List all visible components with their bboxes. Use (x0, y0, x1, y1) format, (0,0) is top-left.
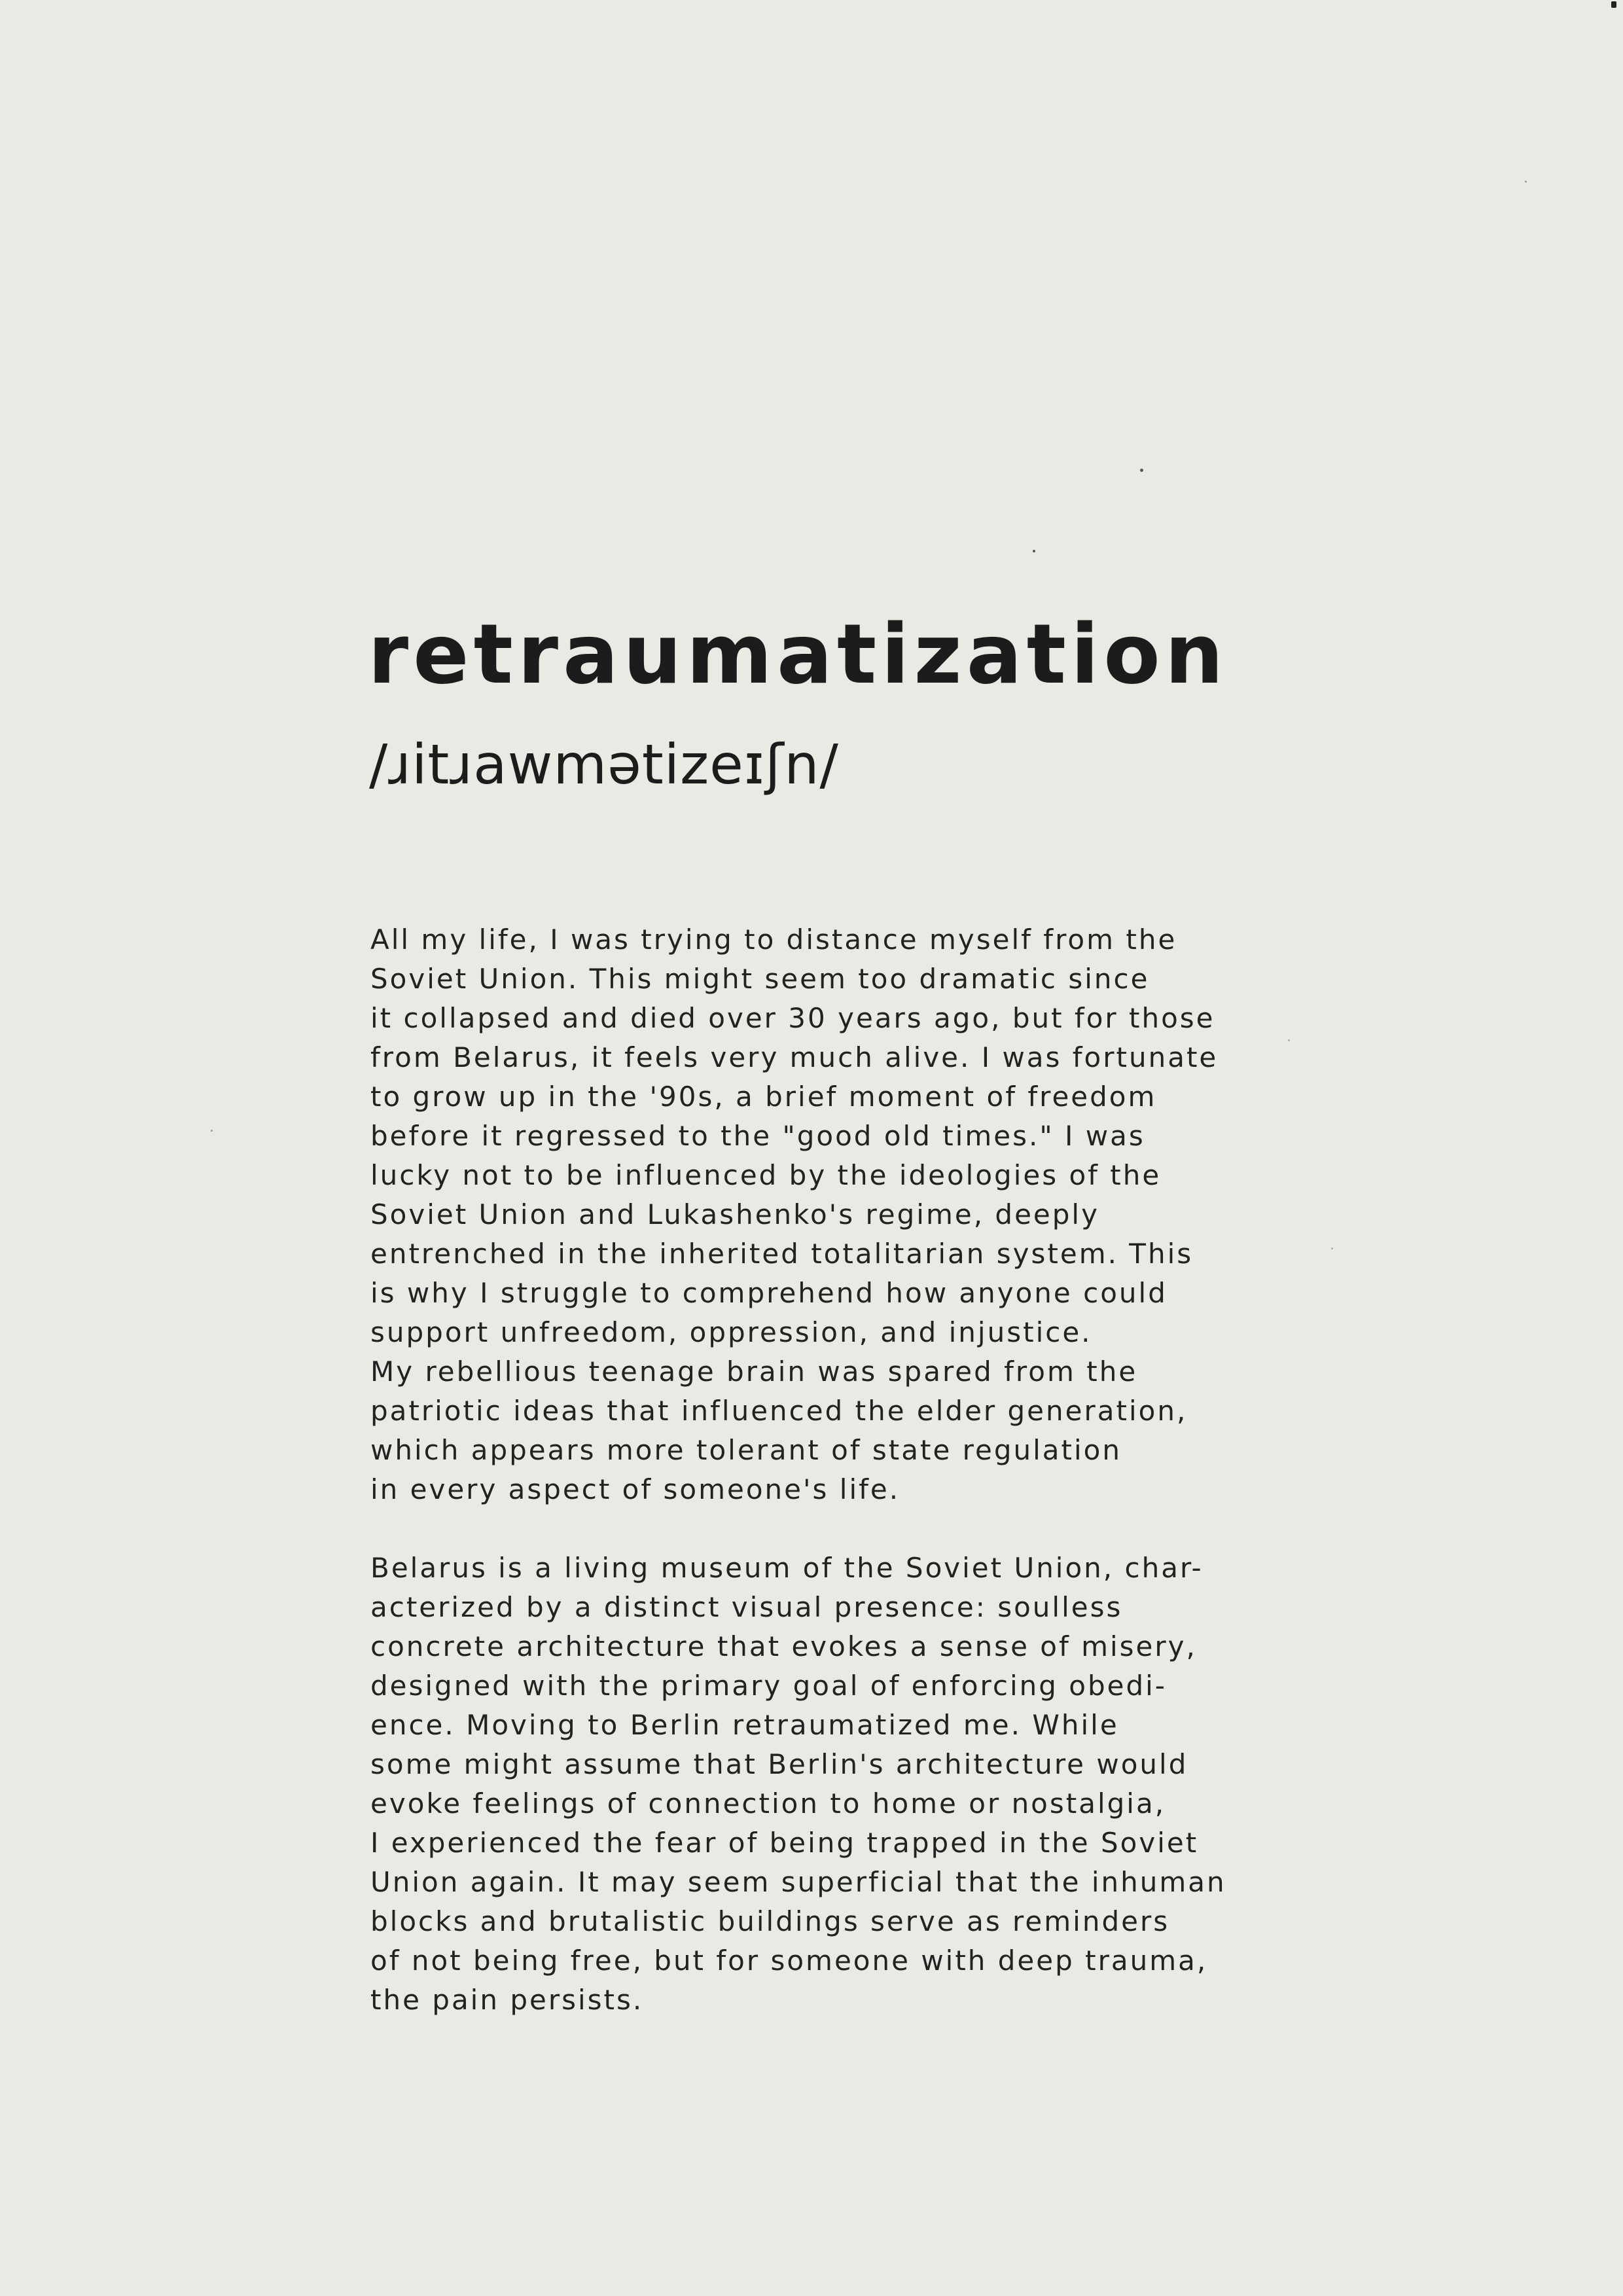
paper-speck (1611, 1, 1616, 8)
paragraph-line: concrete architecture that evokes a sense of misery, (370, 1630, 1197, 1662)
phonetic-transcription: /ɹitɹawmətizeɪʃn/ (369, 732, 839, 797)
paragraph-line: the pain persists. (370, 1984, 644, 2016)
paragraph-line: entrenched in the inherited totalitarian system. This (370, 1238, 1194, 1270)
paragraph-line: is why I struggle to comprehend how anyone could (370, 1277, 1168, 1309)
paragraph-line: blocks and brutalistic buildings serve as reminders (370, 1905, 1170, 1937)
paragraph-line: from Belarus, it feels very much alive. I was fortunate (370, 1041, 1219, 1073)
paper-speck (1140, 469, 1143, 472)
paragraph-line: of not being free, but for someone with deep trauma, (370, 1945, 1208, 1977)
paragraph-line: some might assume that Berlin's architecture would (370, 1748, 1188, 1780)
paragraph-1 (370, 920, 1300, 1509)
paragraph-line: designed with the primary goal of enforcing obedi- (370, 1670, 1167, 1702)
paragraph-line: All my life, I was trying to distance myself from the (370, 924, 1177, 956)
paragraph-line: evoke feelings of connection to home or nostalgia, (370, 1787, 1166, 1820)
paragraph-line: lucky not to be influenced by the ideologies of the (370, 1159, 1162, 1191)
paragraph-line: Soviet Union. This might seem too dramatic since (370, 963, 1150, 995)
page-title: retraumatization (368, 606, 1228, 702)
paragraph-line: acterized by a distinct visual presence: soulless (370, 1591, 1123, 1623)
paper-speck (211, 1130, 213, 1132)
paragraph-line: it collapsed and died over 30 years ago, but for those (370, 1002, 1215, 1034)
paper-speck (1288, 1039, 1290, 1041)
paragraph-line: Soviet Union and Lukashenko's regime, deeply (370, 1198, 1099, 1230)
paragraph-line: I experienced the fear of being trapped in the Soviet (370, 1827, 1199, 1859)
paragraph-line: My rebellious teenage brain was spared from the (370, 1355, 1138, 1388)
paper-speck (1525, 181, 1527, 183)
paper-speck (1033, 550, 1035, 552)
paragraph-line: in every aspect of someone's life. (370, 1473, 901, 1505)
paragraph-line: patriotic ideas that influenced the elder generation, (370, 1395, 1188, 1427)
paragraph-line: Belarus is a living museum of the Soviet Union, char- (370, 1552, 1204, 1584)
paper-speck (1331, 1247, 1333, 1249)
paragraph-line: before it regressed to the "good old times." I was (370, 1120, 1145, 1152)
paragraph-line: Union again. It may seem superficial that the inhuman (370, 1866, 1226, 1898)
paragraph-line: support unfreedom, oppression, and injustice. (370, 1316, 1092, 1348)
paragraph-line: which appears more tolerant of state regulation (370, 1434, 1122, 1466)
paragraph-line: ence. Moving to Berlin retraumatized me. While (370, 1709, 1119, 1741)
paragraph-2 (370, 1549, 1300, 2020)
paragraph-line: to grow up in the '90s, a brief moment of freedom (370, 1081, 1157, 1113)
